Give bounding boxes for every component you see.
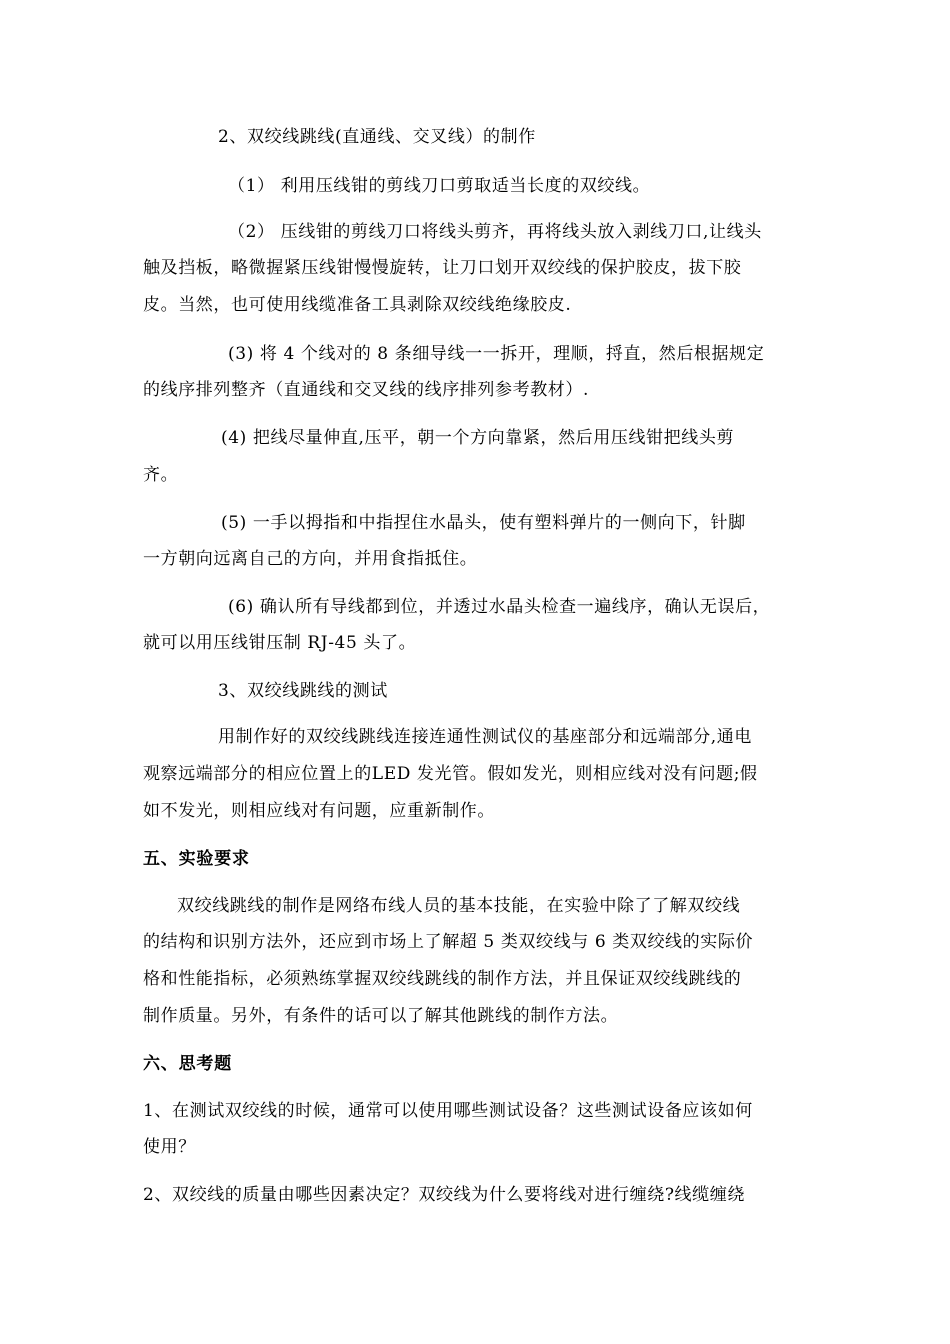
question-1-line-1: 1、在测试双绞线的时候，通常可以使用哪些测试设备？这些测试设备应该如何 (143, 1101, 753, 1121)
section-2-title: 2、双绞线跳线(直通线、交叉线）的制作 (218, 127, 536, 147)
step-2-line-1: （2） 压线钳的剪线刀口将线头剪齐，再将线头放入剥线刀口,让线头 (228, 222, 762, 242)
section-5-body-line-1: 双绞线跳线的制作是网络布线人员的基本技能，在实验中除了了解双绞线 (177, 896, 741, 916)
step-5-line-2: 一方朝向远离自己的方向，并用食指抵住。 (143, 549, 478, 569)
step-4-line-1: (4) 把线尽量伸直,压平，朝一个方向靠紧，然后用压线钳把线头剪 (221, 428, 735, 448)
step-2-line-2: 触及挡板，略微握紧压线钳慢慢旋转，让刀口划开双绞线的保护胶皮，拔下胶 (143, 258, 742, 278)
step-4-line-2: 齐。 (143, 465, 179, 485)
question-2-line-1: 2、双绞线的质量由哪些因素决定？双绞线为什么要将线对进行缠绕?线缆缠绕 (143, 1185, 745, 1205)
question-1-line-2: 使用？ (143, 1137, 196, 1157)
heading-5: 五、实验要求 (143, 849, 250, 869)
step-3-line-1: (3) 将 4 个线对的 8 条细导线一一拆开，理顺，捋直，然后根据规定 (228, 344, 765, 364)
step-2-line-3: 皮。当然，也可使用线缆准备工具剥除双绞线绝缘胶皮. (143, 295, 572, 315)
step-5-line-1: (5) 一手以拇指和中指捏住水晶头，使有塑料弹片的一侧向下，针脚 (221, 513, 746, 533)
section-3-body-line-2: 观察远端部分的相应位置上的LED 发光管。假如发光，则相应线对没有问题;假 (143, 764, 758, 784)
section-5-body-line-4: 制作质量。另外，有条件的话可以了解其他跳线的制作方法。 (143, 1006, 619, 1026)
heading-6: 六、思考题 (143, 1054, 232, 1074)
step-3-line-2: 的线序排列整齐（直通线和交叉线的线序排列参考教材）. (143, 380, 590, 400)
section-5-body-line-2: 的结构和识别方法外，还应到市场上了解超 5 类双绞线与 6 类双绞线的实际价 (143, 932, 754, 952)
section-5-body-line-3: 格和性能指标，必须熟练掌握双绞线跳线的制作方法，并且保证双绞线跳线的 (143, 969, 742, 989)
step-6-line-1: (6) 确认所有导线都到位，并透过水晶头检查一遍线序，确认无误后， (228, 597, 771, 617)
section-3-body-line-3: 如不发光，则相应线对有问题，应重新制作。 (143, 801, 495, 821)
section-3-title: 3、双绞线跳线的测试 (218, 681, 388, 701)
step-1: （1） 利用压线钳的剪线刀口剪取适当长度的双绞线。 (228, 176, 651, 196)
step-6-line-2: 就可以用压线钳压制 RJ-45 头了。 (143, 633, 417, 653)
section-3-body-line-1: 用制作好的双绞线跳线连接连通性测试仪的基座部分和远端部分,通电 (218, 727, 753, 747)
